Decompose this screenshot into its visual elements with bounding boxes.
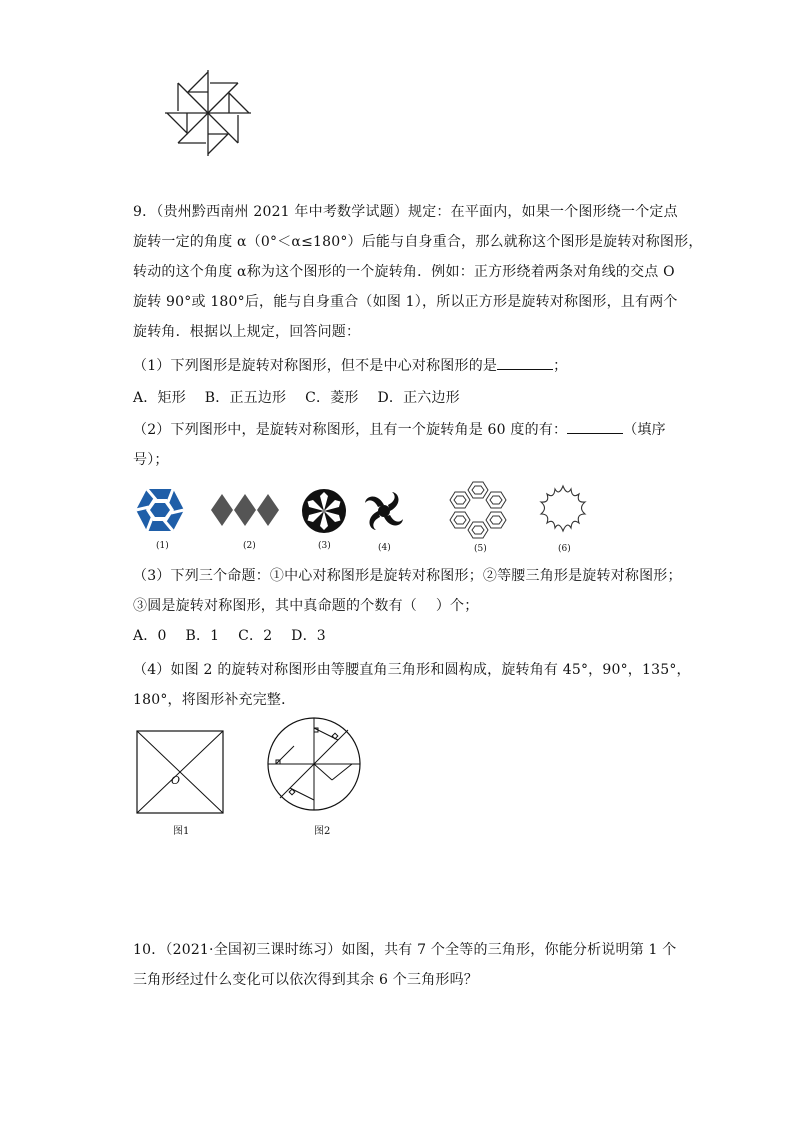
answer-blank-1[interactable] xyxy=(497,356,553,370)
q10-line-1: 10．（2021·全国初三课时练习）如图，共有 7 个全等的三角形，你能分析说明第 1 个 xyxy=(133,942,677,958)
figure-5-hexagon-ring xyxy=(443,480,513,540)
figure-1-caption: 图1 xyxy=(173,826,190,837)
q9-part4-line2: 180°，将图形补充完整． xyxy=(133,692,296,708)
part2-text: （2）下列图形中，是旋转对称图形，且有一个旋转角是 60 度的有： xyxy=(133,422,568,438)
figure-3-star-circle xyxy=(300,488,348,534)
q9-part3-line2: ③圆是旋转对称图形，其中真命题的个数有（ ）个； xyxy=(133,598,479,614)
q9-part2 xyxy=(133,420,666,440)
q9-part2-line2: 号）； xyxy=(133,452,169,468)
figure-1-hexagon-logo xyxy=(135,487,185,533)
figure-label-4: (4) xyxy=(378,543,391,553)
q9-line-3: 转动的这个角度 α称为这个图形的一个旋转角．例如：正方形绕着两条对角线的交点 O xyxy=(133,264,675,280)
q10-line-2: 三角形经过什么变化可以依次得到其余 6 个三角形吗？ xyxy=(133,972,479,988)
figure-2-caption: 图2 xyxy=(314,826,331,837)
q9-part4-line1: （4）如图 2 的旋转对称图形由等腰直角三角形和圆构成，旋转角有 45°，90°，135°， xyxy=(133,662,691,678)
part1-end: ； xyxy=(553,358,568,374)
q9-line-1: 9．（贵州黔西南州 2021 年中考数学试题）规定：在平面内，如果一个图形绕一个定点 xyxy=(133,204,678,220)
figure-6-wavy-star xyxy=(538,484,588,534)
figure-circle-triangles xyxy=(266,716,362,812)
answer-blank-2[interactable] xyxy=(567,420,623,434)
figure-label-2: (2) xyxy=(243,541,256,551)
part1-text: （1）下列图形是旋转对称图形，但不是中心对称图形的是 xyxy=(133,358,498,374)
figure-2-three-diamonds xyxy=(210,492,280,528)
q9-part1 xyxy=(133,356,567,376)
point-label-o: O xyxy=(171,774,181,787)
figure-square-diagonals xyxy=(136,730,224,814)
figure-label-1: (1) xyxy=(156,541,169,551)
q9-part3-options: A．0 B．1 C．2 D．3 xyxy=(133,628,326,644)
figure-label-6: (6) xyxy=(558,544,571,554)
q9-line-2: 旋转一定的角度 α（0°＜α≤180°）后能与自身重合，那么就称这个图形是旋转对称图形， xyxy=(133,234,703,250)
figure-label-5: (5) xyxy=(474,544,487,554)
figure-4-swirl xyxy=(362,489,406,533)
q9-part3-line1: （3）下列三个命题：①中心对称图形是旋转对称图形；②等腰三角形是旋转对称图形； xyxy=(133,568,682,584)
q9-line-5: 旋转角．根据以上规定，回答问题： xyxy=(133,324,361,340)
pinwheel-figure xyxy=(160,68,256,158)
q9-line-4: 旋转 90°或 180°后，能与自身重合（如图 1），所以正方形是旋转对称图形，且有两个 xyxy=(133,294,678,310)
figure-label-3: (3) xyxy=(318,541,331,551)
part2-end: （填序 xyxy=(623,422,666,438)
q9-part1-options: A．矩形 B．正五边形 C．菱形 D．正六边形 xyxy=(133,390,460,406)
